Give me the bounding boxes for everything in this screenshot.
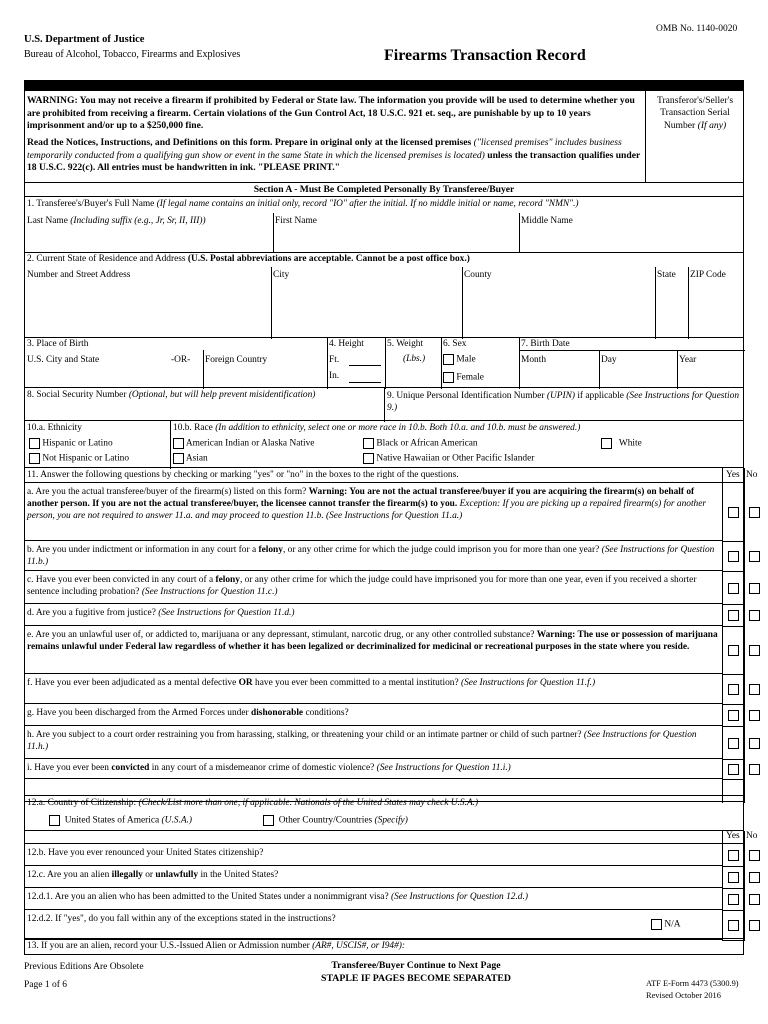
foreign-country-label: Foreign Country [205,355,268,365]
q13-hint: (AR#, USCIS#, or I94#): [312,941,406,951]
question-text-part: felony [258,545,283,555]
question-text-part: 12.d.1. Are you an alien who has been admitted to the United States under a nonimmigrant visa? [27,892,391,902]
no-checkbox-e[interactable] [749,645,760,656]
question-text-part: (See Instructions for Question 11.f.) [460,678,596,688]
no-checkbox-d[interactable] [749,610,760,621]
question-text-part: Exception: If you are picking up a repaired firearm(s) for another person, you are not required to answer 11.a. and may proceed to question 11.b. (See Instructions for Question 11.a.) [27,499,707,522]
question-text-part: dishonorable [250,708,304,718]
warning-bold: WARNING: You may not receive a firearm if prohibited by Federal or State law. The information you provide will be used to determine whether you are prohibited from receiving a firearm. Certain violations of the Gun Control Act, 18 U.S.C. 921 et. seq., are punishable by up to 10 years imprisonment and/or up to a $250,000 fine. [27,95,635,132]
q10b-label: 10.b. Race [173,423,213,433]
serial-label-3: Number [663,119,696,131]
question-row-e [25,626,722,674]
sex-female-checkbox[interactable] [443,372,454,383]
q8-hint: (Optional, but will help prevent misidentification) [128,390,316,400]
yes-checkbox-12d2[interactable] [728,920,739,931]
page-number: Page 1 of 6 [24,980,68,990]
question-row-12b [25,844,722,866]
question-row-i [25,759,722,779]
revision-date: Revised October 2016 [646,991,721,1000]
question-text-part: unlawfully [155,870,199,880]
q12a-label: 12.a. Country of Citizenship: [27,798,137,808]
question-text-part: or [142,870,156,880]
street-input[interactable] [27,285,269,335]
serial-number-box[interactable] [645,91,744,182]
question-text-part: , or any other crime for which the judge could have imprisoned you for more than one year, even if you received a shorter sentence including probation? [27,575,697,598]
no-checkbox-h[interactable] [749,738,760,749]
race-pacific-islander-checkbox[interactable] [363,453,374,464]
q12-block [24,830,758,939]
question-text-part: b. Are you under indictment or information in any court for a [27,545,259,555]
question-row-12d1 [25,888,722,910]
question-text-part: convicted [111,763,150,773]
na-label: N/A [664,919,681,930]
no-checkbox-12c[interactable] [749,872,760,883]
yes-checkbox-d[interactable] [728,610,739,621]
question-text-part: , or any other crime for which the judge could imprison you for more than one year? [282,545,602,555]
question-text-e [27,629,720,653]
or-label: -OR- [171,355,191,365]
birth-day-input[interactable] [601,368,675,386]
question-text-part: 12.b. Have you ever renounced your United States citizenship? [27,848,264,858]
birth-year-input[interactable] [679,368,743,386]
question-text-part: illegally [111,870,143,880]
middle-name-input[interactable] [521,231,743,251]
no-checkbox-g[interactable] [749,710,760,721]
race-black-label: Black or African American [376,438,478,449]
sex-female-label: Female [456,372,484,383]
warning-box [24,90,744,183]
race-american-indian-checkbox[interactable] [173,438,184,449]
question-text-h [27,729,720,753]
hispanic-checkbox[interactable] [29,438,40,449]
q11-yes-header: Yes [726,470,740,480]
question-text-part: h. Are you subject to a court order restraining you from harassing, stalking, or threatening your child or an intimate partner or child of such partner? [27,730,584,740]
birth-year-label: Year [679,355,697,365]
serial-label-if-any: (If any) [697,119,727,131]
question-text-part: have you ever been committed to a mental institution? [252,678,461,688]
no-checkbox-12d2[interactable] [749,920,760,931]
q12a-hint: (Check/List more than one, if applicable. Nationals of the United States may check U.S.A.) [138,798,479,808]
q13-row[interactable] [24,938,744,955]
question-text-12d1 [27,891,720,903]
bureau-name: Bureau of Alcohol, Tobacco, Firearms and Explosives [24,49,241,60]
q4-label: 4. Height [329,339,364,349]
sex-male-checkbox[interactable] [443,354,454,365]
citizenship-other-checkbox[interactable] [263,815,274,826]
citizenship-usa-abbr: (U.S.A.) [161,815,193,826]
question-row-c [25,571,722,604]
ssn-input[interactable] [27,404,381,420]
question-text-part: OR [238,678,253,688]
not-hispanic-checkbox[interactable] [29,453,40,464]
birth-month-input[interactable] [521,368,597,386]
q9-label: 9. Unique Personal Identification Number [387,391,545,401]
no-checkbox-a[interactable] [749,507,760,518]
previous-editions-note: Previous Editions Are Obsolete [24,962,144,972]
question-text-part: felony [215,575,240,585]
middle-name-label: Middle Name [521,216,573,226]
last-name-hint: (Including suffix (e.g., Jr, Sr, II, III)) [70,216,206,226]
citizenship-usa-label: United States of America [64,815,160,826]
last-name-label: Last Name [27,216,68,226]
warning-text [27,95,643,175]
q3-q7-row [24,337,744,388]
q2-label: 2. Current State of Residence and Address [27,254,186,264]
question-row-12c [25,866,722,888]
question-row-12d2 [25,910,722,940]
no-checkbox-c[interactable] [749,583,760,594]
question-text-a [27,486,720,523]
state-input[interactable] [657,285,686,335]
q1-hint: (If legal name contains an initial only, record "IO" after the initial. If no middle initial or name, record "NMN".) [156,199,579,209]
street-label: Number and Street Address [27,270,131,280]
question-text-part: g. Have you been discharged from the Armed Forces under [27,708,251,718]
yes-checkbox-g[interactable] [728,710,739,721]
question-text-c [27,574,720,598]
race-white-checkbox[interactable] [601,438,612,449]
question-text-g [27,707,720,719]
q1-full-name [24,197,744,253]
sex-male-label: Male [456,354,476,365]
citizenship-usa-checkbox[interactable] [49,815,60,826]
staple-note: STAPLE IF PAGES BECOME SEPARATED [321,973,511,984]
q10a-label: 10.a. Ethnicity [27,423,82,433]
question-row-h [25,726,722,759]
licensed-premises-note: ("licensed premises" includes business temporarily conducted from a qualifying gun show or event in the same State in which the licensed premises is located) [27,136,622,161]
q1-label: 1. Transferee's/Buyer's Full Name [27,199,155,209]
race-black-checkbox[interactable] [363,438,374,449]
q3-label: 3. Place of Birth [27,339,89,349]
county-input[interactable] [464,285,653,335]
question-row-g [25,704,722,726]
citizenship-other-hint: (Specify) [374,815,408,826]
yes-checkbox-h[interactable] [728,738,739,749]
question-text-part: (See Instructions for Question 11.d.) [158,608,295,618]
no-checkbox-b[interactable] [749,551,760,562]
hispanic-label: Hispanic or Latino [42,438,113,449]
birth-day-label: Day [601,355,617,365]
q9-tail: if applicable [574,391,624,401]
yes-checkbox-b[interactable] [728,551,739,562]
q11-block [24,467,758,802]
question-text-part: 12.d.2. If "yes", do you fall within any of the exceptions stated in the instructions? [27,914,336,924]
question-text-part: (See Instructions for Question 11.i.) [376,763,511,773]
us-city-state-label: U.S. City and State [27,355,100,365]
last-name-input[interactable] [27,231,271,251]
q9-block[interactable] [387,390,741,414]
read-instructions-bold: Read the Notices, Instructions, and Definitions on this form. Prepare in original only at the licensed premises [27,136,472,148]
question-text-part: (See Instructions for Question 11.c.) [141,587,278,598]
city-input[interactable] [273,285,460,335]
continue-note: Transferee/Buyer Continue to Next Page [331,960,501,971]
question-text-part: in any court of a misdemeanor crime of domestic violence? [149,763,377,773]
no-checkbox-f[interactable] [749,684,760,695]
race-asian-label: Asian [185,453,208,464]
first-name-input[interactable] [275,231,517,251]
question-text-part: c. Have you ever been convicted in any court of a [27,575,216,585]
foreign-country-input[interactable] [205,368,325,386]
question-text-12c [27,869,720,881]
question-text-part: e. Are you an unlawful user of, or addicted to, marijuana or any depressant, stimulant, narcotic drug, or any other controlled substance? [27,630,537,640]
birth-city-state-input[interactable] [27,368,201,386]
first-name-label: First Name [275,216,317,226]
q2-address [24,252,744,338]
yes-checkbox-12b[interactable] [728,850,739,861]
weight-unit: (Lbs.) [403,354,426,364]
question-row-f [25,674,722,704]
question-text-part: (See Instructions for Question 11.b.) [27,545,715,568]
q6-label: 6. Sex [443,339,467,349]
q12a-row [24,795,744,831]
question-text-part: a. Are you the actual transferee/buyer of the firearm(s) listed on this form? [27,487,309,497]
question-text-part: i. Have you ever been [27,763,112,773]
weight-input[interactable] [389,368,439,386]
q10-row [24,420,744,468]
question-text-f [27,677,720,689]
q2-hint: (U.S. Postal abbreviations are acceptable. Cannot be a post office box.) [187,254,470,264]
question-text-part: (See Instructions for Question 12.d.) [390,892,528,902]
city-label: City [273,270,290,280]
q8-label: 8. Social Security Number [27,390,127,400]
feet-label: Ft. [329,355,340,365]
question-text-part: Warning: The use or possession of marijuana remains unlawful under Federal law regardless of whether it has been legalized or decriminalized for medicinal or recreational purposes in the state where you reside. [27,630,718,653]
question-text-part: 12.c. Are you an alien [27,870,112,880]
question-text-part: f. Have you ever been adjudicated as a mental defective [27,678,239,688]
citizenship-other-label: Other Country/Countries [278,815,373,826]
state-label: State [657,270,676,280]
race-white-label: White [618,438,642,449]
race-american-indian-label: American Indian or Alaska Native [185,438,315,449]
zip-input[interactable] [690,285,743,335]
yes-checkbox-12c[interactable] [728,872,739,883]
q8-q9-row [24,387,744,421]
question-text-12b [27,847,720,859]
no-checkbox-12b[interactable] [749,850,760,861]
question-text-part: conditions? [303,708,349,718]
serial-label-1: Transferor's/Seller's [656,95,734,106]
department-name: U.S. Department of Justice [24,34,145,45]
yes-checkbox-c[interactable] [728,583,739,594]
race-asian-checkbox[interactable] [173,453,184,464]
q13-label: 13. If you are an alien, record your U.S.-Issued Alien or Admission number [27,941,313,951]
q10b-hint: (In addition to ethnicity, select one or more race in 10.b. Both 10.a. and 10.b. must be answered.) [215,423,581,433]
no-checkbox-i[interactable] [749,764,760,775]
read-instructions-tail: unless the transaction qualifies under 18 U.S.C. 922(c). All entries must be handwritten in ink. "PLEASE PRINT." [27,149,641,174]
yes-checkbox-f[interactable] [728,684,739,695]
header-divider [24,80,744,90]
form-id: ATF E-Form 4473 (5300.9) [646,979,739,988]
not-hispanic-label: Not Hispanic or Latino [42,453,130,464]
yes-checkbox-12d1[interactable] [728,894,739,905]
q11-no-header: No [746,470,758,480]
yes-checkbox-i[interactable] [728,764,739,775]
no-checkbox-12d1[interactable] [749,894,760,905]
inches-label: In. [329,371,340,381]
feet-input[interactable] [349,365,381,366]
question-row-a [25,483,722,541]
omb-number: OMB No. 1140-0020 [656,24,738,34]
question-text-d [27,607,720,619]
birth-month-label: Month [521,355,547,365]
q12-no-header: No [746,831,758,841]
section-a-heading: Section A - Must Be Completed Personally By Transferee/Buyer [24,183,744,197]
county-label: County [464,270,492,280]
q9-upin: (UPIN) [546,391,575,401]
q5-label: 5. Weight [387,339,424,349]
question-text-part: d. Are you a fugitive from justice? [27,608,159,618]
question-text-i [27,762,720,774]
na-checkbox[interactable] [651,919,662,930]
zip-label: ZIP Code [690,270,726,280]
question-text-12d2 [27,913,720,925]
question-text-b [27,544,720,568]
inches-input[interactable] [349,382,381,383]
q7-label: 7. Birth Date [521,339,570,349]
q12-yes-header: Yes [726,831,740,841]
q9-hint: (See Instructions for Question 9.) [387,391,740,414]
question-text-part: in the United States? [198,870,279,880]
question-row-b [25,541,722,571]
yes-checkbox-e[interactable] [728,645,739,656]
yes-checkbox-a[interactable] [728,507,739,518]
serial-label-2: Transaction Serial [660,107,730,119]
q11-header: 11. Answer the following questions by checking or marking "yes" or "no" in the boxes to the right of the questions. [27,470,459,480]
race-pacific-islander-label: Native Hawaiian or Other Pacific Islander [376,453,535,464]
form-title: Firearms Transaction Record [384,47,586,64]
question-row-d [25,604,722,626]
question-text-part: Warning: You are not the actual transferee/buyer if you are acquiring the firearm(s) on behalf of another person. If you are not the actual transferee/buyer, the licensee cannot transfer the firearm(s) to you. [27,487,695,510]
question-text-part: (See Instructions for Question 11.h.) [27,730,697,753]
